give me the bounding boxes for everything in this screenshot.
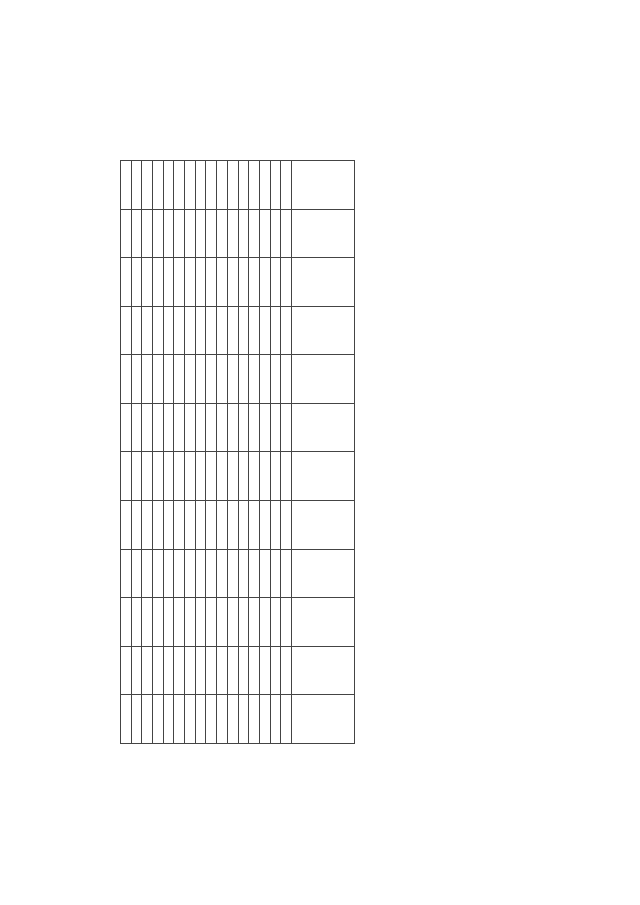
table-cell xyxy=(153,549,164,598)
report-table xyxy=(120,160,355,744)
table-cell xyxy=(142,646,153,695)
table-cell xyxy=(195,209,206,258)
table-cell xyxy=(227,403,238,452)
table-cell xyxy=(131,403,142,452)
table-cell xyxy=(270,258,281,307)
table-cell xyxy=(142,501,153,550)
table-cell xyxy=(206,355,217,404)
table-cell xyxy=(131,695,142,744)
table-cell xyxy=(249,598,260,647)
table-cell xyxy=(281,161,292,210)
table-cell xyxy=(195,452,206,501)
table-cell xyxy=(217,209,228,258)
table-cell xyxy=(238,452,249,501)
table-cell xyxy=(259,306,270,355)
table-body xyxy=(121,161,292,744)
table-row xyxy=(121,161,132,744)
table-cell xyxy=(281,403,292,452)
table-cell xyxy=(131,355,142,404)
table-cell xyxy=(270,695,281,744)
table-cell xyxy=(142,598,153,647)
table-cell xyxy=(227,501,238,550)
table-row xyxy=(249,161,260,744)
table-cell xyxy=(121,598,132,647)
table-cell xyxy=(259,695,270,744)
column-header xyxy=(292,646,355,695)
table-cell xyxy=(238,209,249,258)
table-cell xyxy=(153,403,164,452)
table-header-row xyxy=(292,161,355,744)
table-cell xyxy=(249,549,260,598)
sheet xyxy=(110,152,530,752)
table-cell xyxy=(249,695,260,744)
table-cell xyxy=(185,598,196,647)
table-cell xyxy=(153,161,164,210)
table-cell xyxy=(249,258,260,307)
table-cell xyxy=(238,161,249,210)
table-cell xyxy=(163,646,174,695)
table-cell xyxy=(259,209,270,258)
table-cell xyxy=(121,258,132,307)
table-cell xyxy=(142,695,153,744)
table-cell xyxy=(270,403,281,452)
table-row xyxy=(153,161,164,744)
table-row xyxy=(185,161,196,744)
table-cell xyxy=(270,646,281,695)
table-cell xyxy=(270,209,281,258)
table-cell xyxy=(249,355,260,404)
table-cell xyxy=(195,403,206,452)
table-cell xyxy=(206,452,217,501)
table-cell xyxy=(270,306,281,355)
table-cell xyxy=(249,209,260,258)
table-cell xyxy=(195,549,206,598)
table-cell xyxy=(131,501,142,550)
table-cell xyxy=(185,306,196,355)
table-cell xyxy=(174,452,185,501)
table-cell xyxy=(153,258,164,307)
table-cell xyxy=(259,501,270,550)
table-cell xyxy=(227,306,238,355)
table-cell xyxy=(174,549,185,598)
table-cell xyxy=(195,695,206,744)
table-cell xyxy=(185,646,196,695)
table-cell xyxy=(238,306,249,355)
table-cell xyxy=(206,258,217,307)
table-cell xyxy=(163,161,174,210)
table-cell xyxy=(270,355,281,404)
table-cell xyxy=(259,549,270,598)
column-header xyxy=(292,306,355,355)
table-cell xyxy=(206,598,217,647)
table-cell xyxy=(121,209,132,258)
table-cell xyxy=(217,403,228,452)
table-cell xyxy=(153,306,164,355)
table-cell xyxy=(227,161,238,210)
table-cell xyxy=(185,549,196,598)
column-header xyxy=(292,452,355,501)
data-table xyxy=(120,160,355,744)
table-cell xyxy=(259,452,270,501)
table-cell xyxy=(195,598,206,647)
table-cell xyxy=(131,646,142,695)
table-cell xyxy=(163,258,174,307)
table-row xyxy=(217,161,228,744)
table-cell xyxy=(206,695,217,744)
table-cell xyxy=(206,501,217,550)
table-cell xyxy=(270,452,281,501)
table-cell xyxy=(131,161,142,210)
table-cell xyxy=(259,258,270,307)
table-cell xyxy=(131,306,142,355)
table-cell xyxy=(227,646,238,695)
table-cell xyxy=(174,355,185,404)
table-row xyxy=(227,161,238,744)
table-cell xyxy=(238,355,249,404)
table-cell xyxy=(195,258,206,307)
table-cell xyxy=(270,161,281,210)
table-cell xyxy=(227,549,238,598)
column-header xyxy=(292,209,355,258)
table-cell xyxy=(142,355,153,404)
table-cell xyxy=(185,501,196,550)
table-row xyxy=(270,161,281,744)
table-cell xyxy=(185,355,196,404)
table-cell xyxy=(259,646,270,695)
table-cell xyxy=(206,209,217,258)
table-cell xyxy=(217,646,228,695)
table-cell xyxy=(131,452,142,501)
table-row xyxy=(142,161,153,744)
table-cell xyxy=(153,695,164,744)
table-cell xyxy=(217,258,228,307)
table-cell xyxy=(131,549,142,598)
table-cell xyxy=(281,646,292,695)
table-cell xyxy=(227,452,238,501)
table-cell xyxy=(217,549,228,598)
table-cell xyxy=(270,598,281,647)
table-cell xyxy=(131,209,142,258)
table-cell xyxy=(281,355,292,404)
table-cell xyxy=(249,501,260,550)
table-cell xyxy=(163,598,174,647)
table-cell xyxy=(163,209,174,258)
table-cell xyxy=(174,695,185,744)
table-cell xyxy=(174,598,185,647)
table-cell xyxy=(121,161,132,210)
table-cell xyxy=(174,501,185,550)
table-cell xyxy=(131,258,142,307)
rotated-sheet xyxy=(110,152,530,752)
table-cell xyxy=(206,306,217,355)
table-cell xyxy=(142,209,153,258)
table-cell xyxy=(163,403,174,452)
table-cell xyxy=(249,161,260,210)
table-cell xyxy=(270,501,281,550)
table-cell xyxy=(121,452,132,501)
table-cell xyxy=(238,695,249,744)
table-cell xyxy=(249,452,260,501)
table-cell xyxy=(174,646,185,695)
table-cell xyxy=(142,161,153,210)
table-cell xyxy=(142,403,153,452)
table-cell xyxy=(249,306,260,355)
table-cell xyxy=(163,355,174,404)
table-row xyxy=(206,161,217,744)
table-cell xyxy=(206,403,217,452)
table-cell xyxy=(238,598,249,647)
table-cell xyxy=(185,209,196,258)
table-cell xyxy=(185,452,196,501)
table-cell xyxy=(217,598,228,647)
table-cell xyxy=(227,695,238,744)
column-header xyxy=(292,355,355,404)
table-row xyxy=(259,161,270,744)
table-cell xyxy=(281,258,292,307)
table-cell xyxy=(281,209,292,258)
table-cell xyxy=(121,355,132,404)
table-cell xyxy=(259,161,270,210)
table-cell xyxy=(259,598,270,647)
table-cell xyxy=(206,549,217,598)
table-cell xyxy=(227,598,238,647)
table-cell xyxy=(185,695,196,744)
table-cell xyxy=(163,452,174,501)
table-cell xyxy=(153,355,164,404)
table-row xyxy=(238,161,249,744)
table-cell xyxy=(142,258,153,307)
table-cell xyxy=(121,403,132,452)
table-cell xyxy=(174,258,185,307)
table-cell xyxy=(195,501,206,550)
column-header xyxy=(292,258,355,307)
table-cell xyxy=(227,355,238,404)
table-cell xyxy=(217,695,228,744)
table-cell xyxy=(163,549,174,598)
column-header xyxy=(292,161,355,210)
table-cell xyxy=(206,646,217,695)
table-row xyxy=(195,161,206,744)
table-cell xyxy=(270,549,281,598)
table-cell xyxy=(163,306,174,355)
table-cell xyxy=(238,258,249,307)
table-cell xyxy=(281,452,292,501)
table-cell xyxy=(174,161,185,210)
table-cell xyxy=(281,306,292,355)
table-cell xyxy=(217,452,228,501)
table-row xyxy=(281,161,292,744)
table-cell xyxy=(153,209,164,258)
table-cell xyxy=(142,306,153,355)
table-cell xyxy=(227,258,238,307)
table-cell xyxy=(121,501,132,550)
table-cell xyxy=(121,306,132,355)
table-cell xyxy=(238,646,249,695)
table-cell xyxy=(281,549,292,598)
table-cell xyxy=(121,549,132,598)
table-cell xyxy=(185,161,196,210)
table-cell xyxy=(281,598,292,647)
column-header xyxy=(292,403,355,452)
table-cell xyxy=(217,161,228,210)
table-cell xyxy=(163,695,174,744)
table-row xyxy=(163,161,174,744)
title-block xyxy=(395,152,530,752)
table-cell xyxy=(174,209,185,258)
table-cell xyxy=(281,695,292,744)
table-cell xyxy=(259,403,270,452)
column-header xyxy=(292,549,355,598)
table-cell xyxy=(217,355,228,404)
column-header xyxy=(292,501,355,550)
table-cell xyxy=(238,403,249,452)
table-cell xyxy=(281,501,292,550)
table-cell xyxy=(217,501,228,550)
table-cell xyxy=(238,501,249,550)
table-cell xyxy=(153,501,164,550)
table-cell xyxy=(195,355,206,404)
column-header xyxy=(292,695,355,744)
table-cell xyxy=(174,306,185,355)
table-cell xyxy=(259,355,270,404)
table-cell xyxy=(153,646,164,695)
table-cell xyxy=(142,549,153,598)
table-cell xyxy=(174,403,185,452)
table-cell xyxy=(131,598,142,647)
table-cell xyxy=(227,209,238,258)
table-row xyxy=(131,161,142,744)
table-cell xyxy=(195,161,206,210)
table-cell xyxy=(185,258,196,307)
table-cell xyxy=(206,161,217,210)
table-cell xyxy=(121,695,132,744)
table-cell xyxy=(249,646,260,695)
table-cell xyxy=(163,501,174,550)
table-cell xyxy=(195,646,206,695)
table-cell xyxy=(249,403,260,452)
table-row xyxy=(174,161,185,744)
table-cell xyxy=(121,646,132,695)
table-cell xyxy=(153,598,164,647)
table-cell xyxy=(185,403,196,452)
table-cell xyxy=(153,452,164,501)
table-cell xyxy=(142,452,153,501)
table-cell xyxy=(238,549,249,598)
table-cell xyxy=(217,306,228,355)
column-header xyxy=(292,598,355,647)
table-cell xyxy=(195,306,206,355)
